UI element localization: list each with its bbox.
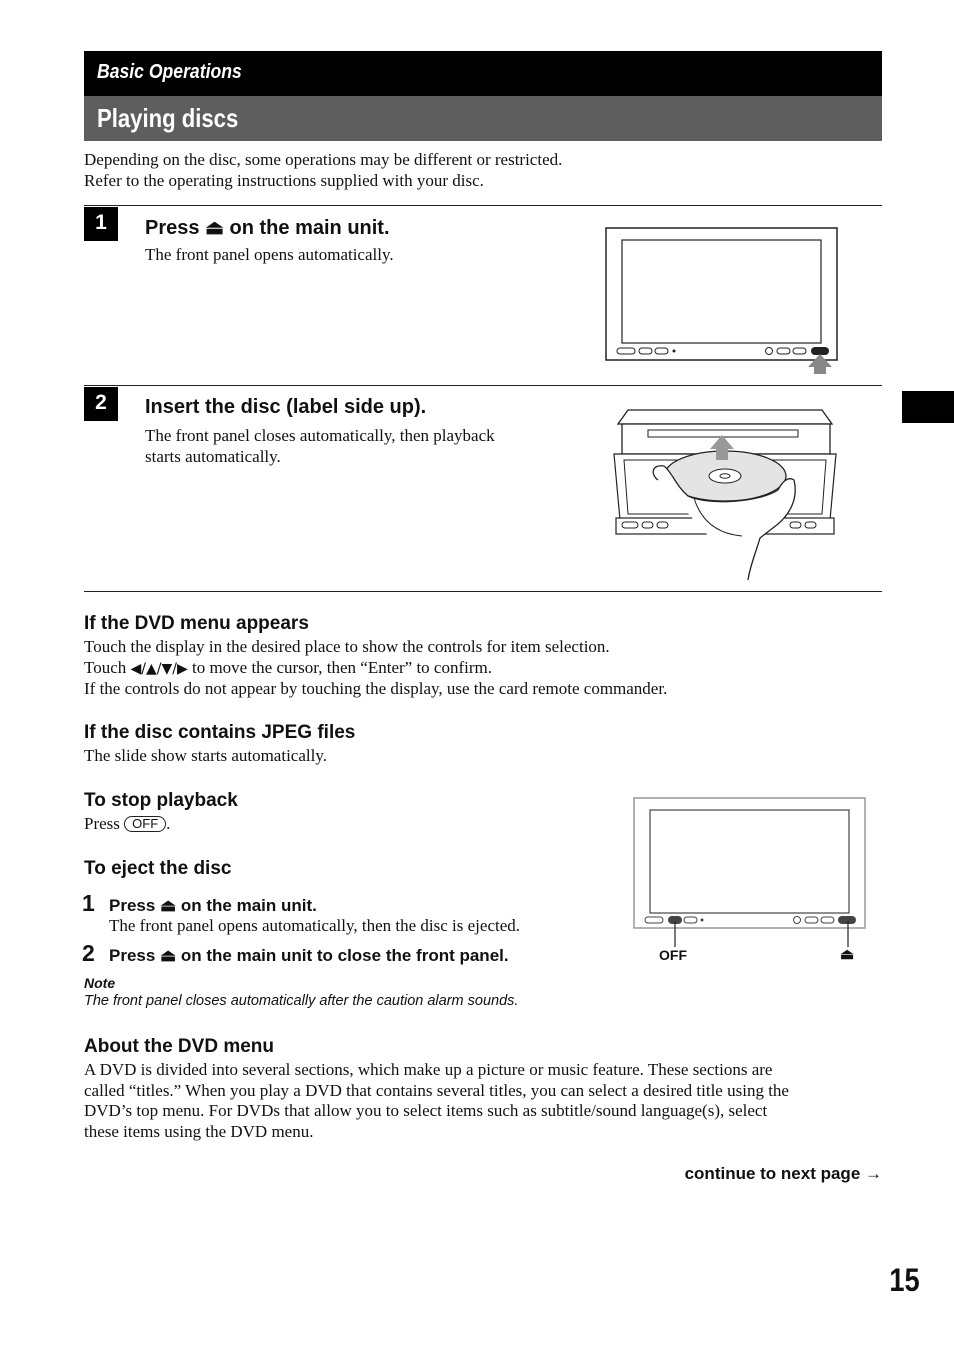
step-2-text-line-2: starts automatically. — [145, 446, 281, 466]
dvd-menu-heading: If the DVD menu appears — [84, 613, 309, 634]
note-label: Note — [84, 975, 116, 991]
stop-heading: To stop playback — [84, 790, 238, 811]
stop-text-after: . — [166, 814, 171, 833]
step-1-title-before: Press — [145, 217, 200, 239]
off-button-glyph: OFF — [124, 816, 166, 832]
eject-heading: To eject the disc — [84, 858, 232, 879]
insert-disc-illustration — [610, 402, 840, 582]
intro-text — [84, 150, 562, 191]
dvd-menu-text — [84, 637, 667, 700]
about-text — [84, 1060, 789, 1142]
eject-substep-1-before: Press — [109, 896, 156, 915]
intro-line-2: Refer to the operating instructions supplied with your disc. — [84, 170, 484, 190]
eject-substep-1-after: on the main unit. — [180, 896, 317, 915]
continue-link[interactable]: continue to next page → — [684, 1164, 882, 1183]
dvd-menu-line-2 — [84, 658, 667, 680]
dvd-menu-line-2-after: to move the cursor, then “Enter” to confirm. — [191, 657, 492, 677]
about-line-2: called “titles.” When you play a DVD that contains several titles, you can select a desired title using the — [84, 1080, 789, 1100]
chapter-tab — [902, 391, 954, 423]
stop-text — [84, 814, 170, 835]
section-header — [84, 51, 882, 96]
step-1-text: The front panel opens automatically. — [145, 245, 394, 264]
step-1-number: 1 — [84, 207, 118, 241]
jpeg-text: The slide show starts automatically. — [84, 746, 327, 765]
eject-substep-1-text: The front panel opens automatically, then the disc is ejected. — [109, 916, 521, 935]
intro-line-1: Depending on the disc, some operations may be different or restricted. — [84, 150, 563, 169]
eject-icon: ⏏ — [160, 896, 177, 915]
step-2-text — [145, 426, 495, 467]
step-2-number: 2 — [84, 387, 118, 421]
divider — [84, 591, 882, 592]
dvd-menu-line-2-before: Touch — [84, 657, 127, 677]
divider — [84, 385, 882, 386]
eject-substep-1-title — [109, 896, 317, 916]
dvd-menu-line-3: If the controls do not appear by touching the display, use the card remote commander. — [84, 679, 668, 698]
about-heading: About the DVD menu — [84, 1036, 274, 1057]
eject-substep-2-before: Press — [109, 946, 156, 965]
eject-icon: ⏏ — [160, 946, 177, 965]
about-line-4: these items using the DVD menu. — [84, 1121, 314, 1141]
page-title: Playing discs — [97, 103, 239, 133]
eject-substep-1-number: 1 — [82, 890, 95, 916]
step-2-title: Insert the disc (label side up). — [145, 396, 427, 418]
about-line-3: DVD’s top menu. For DVDs that allow you to select items such as subtitle/sound language(s), select — [84, 1101, 768, 1120]
page-number: 15 — [889, 1262, 920, 1298]
jpeg-heading: If the disc contains JPEG files — [84, 722, 356, 743]
unit-buttons-illustration — [628, 793, 873, 973]
section-header-text: Basic Operations — [97, 61, 242, 83]
dvd-menu-line-1: Touch the display in the desired place to show the controls for item selection. — [84, 637, 610, 656]
arrow-keys-icon: ◀/▲/▼/▶ — [130, 660, 188, 677]
about-line-1: A DVD is divided into several sections, which make up a picture or music feature. These sections are — [84, 1060, 773, 1079]
step-1-title-after: on the main unit. — [229, 217, 390, 239]
step-2-text-line-1: The front panel closes automatically, then playback — [145, 426, 495, 445]
unit-front-illustration — [600, 222, 845, 377]
step-1-title — [145, 215, 390, 240]
off-label: OFF — [659, 947, 687, 963]
eject-substep-2-title — [109, 946, 509, 966]
divider — [84, 205, 882, 206]
eject-icon: ⏏ — [840, 946, 855, 963]
eject-icon: ⏏ — [205, 217, 224, 239]
eject-substep-2-number: 2 — [82, 940, 95, 966]
stop-text-before: Press — [84, 814, 120, 833]
eject-substep-2-after: on the main unit to close the front panel. — [180, 946, 509, 965]
note-text: The front panel closes automatically after the caution alarm sounds. — [84, 993, 519, 1009]
page-title-bar — [84, 96, 882, 141]
